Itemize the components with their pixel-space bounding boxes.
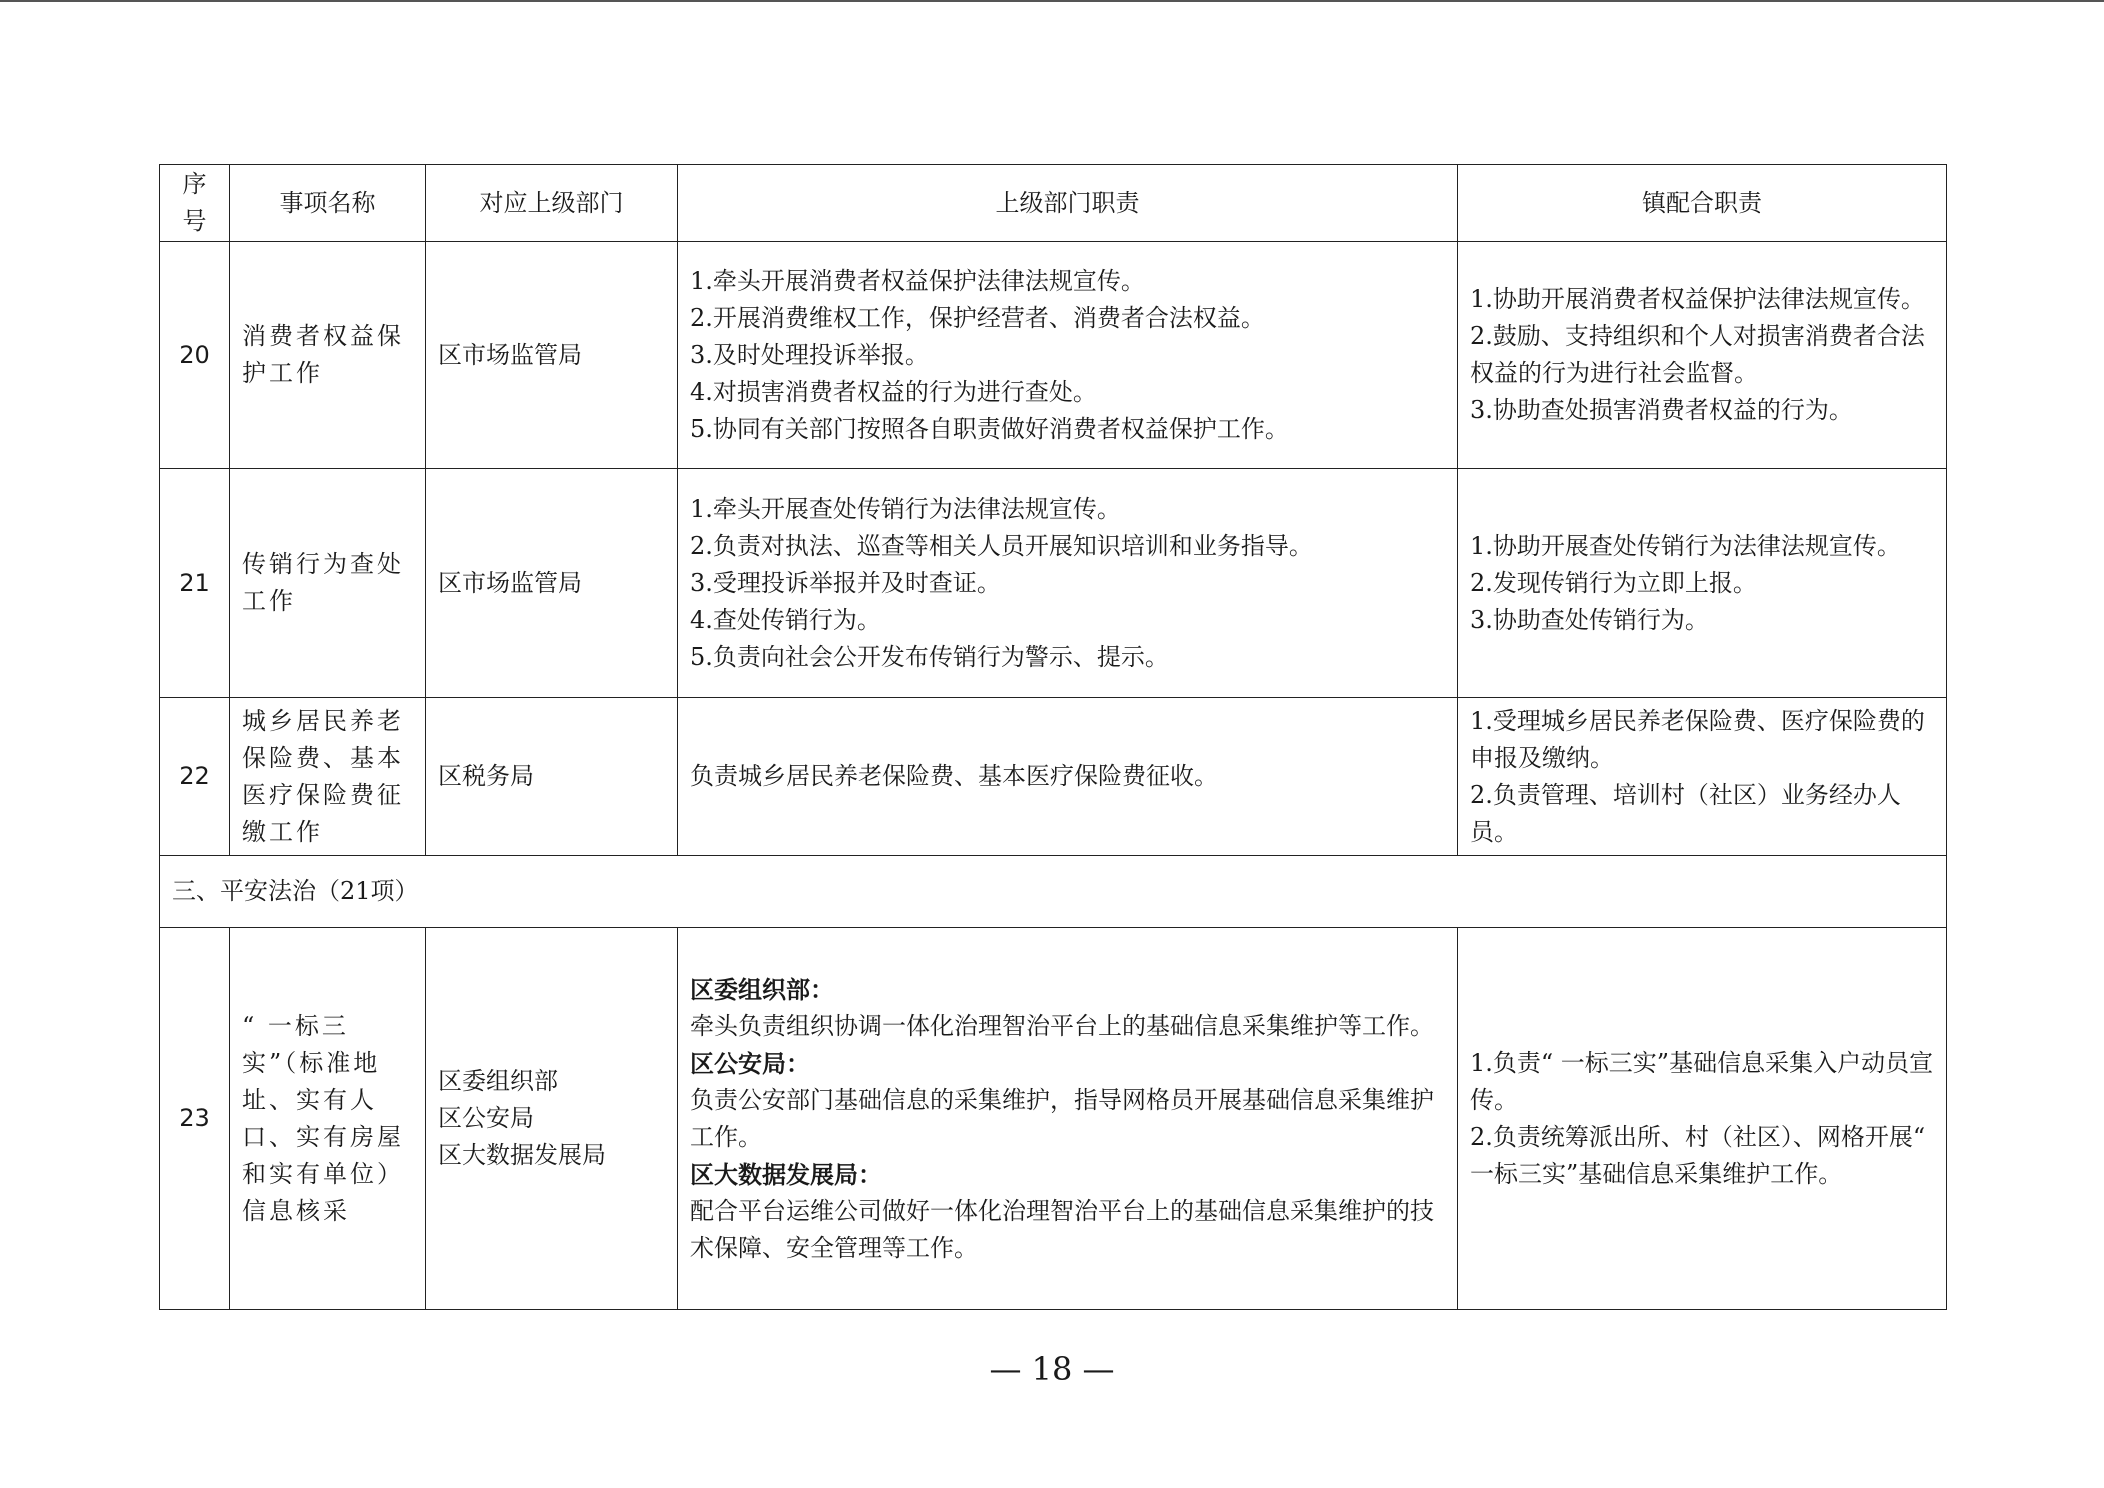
list-item: 2.开展消费维权工作，保护经营者、消费者合法权益。 <box>690 303 1265 332</box>
item-name: 城乡居民养老保险费、基本医疗保险费征缴工作 <box>230 698 426 856</box>
table-row <box>160 928 1947 1310</box>
list-item: 1.协助开展消费者权益保护法律法规宣传。 <box>1470 285 1925 313</box>
header-name: 事项名称 <box>230 165 426 242</box>
town-duties-cell <box>1458 469 1947 698</box>
list-item: 2.负责管理、培训村（社区）业务经办人员。 <box>1470 780 1901 846</box>
list-item: 4.查处传销行为。 <box>690 605 881 634</box>
table-row <box>160 242 1947 469</box>
list-item: 1.牵头开展消费者权益保护法律法规宣传。 <box>690 266 1145 295</box>
list-item: 1.协助开展查处传销行为法律法规宣传。 <box>1470 531 1901 560</box>
dept-cell <box>426 242 678 469</box>
list-item: 1.负责“ 一标三实”基础信息采集入户动员宣传。 <box>1470 1048 1934 1114</box>
dept-cell <box>426 698 678 856</box>
table-row <box>160 469 1947 698</box>
upper-duties-cell <box>678 698 1458 856</box>
upper-duties-cell <box>678 469 1458 698</box>
list-item: 区委组织部 <box>438 1067 558 1095</box>
list-item: 2.鼓励、支持组织和个人对损害消费者合法权益的行为进行社会监督。 <box>1470 322 1925 387</box>
list-item: 5.负责向社会公开发布传销行为警示、提示。 <box>690 642 1169 671</box>
row-number: 23 <box>160 928 230 1310</box>
duties-table <box>159 164 1947 1310</box>
town-duties-cell <box>1458 242 1947 469</box>
list-item: 区税务局 <box>438 762 534 790</box>
row-number: 22 <box>160 698 230 856</box>
dept-lead: 区公安局： <box>690 1048 810 1078</box>
list-item: 1.受理城乡居民养老保险费、医疗保险费的申报及缴纳。 <box>1470 706 1925 772</box>
section-heading: 三、平安法治（21项） <box>160 856 1947 928</box>
list-item: 2.发现传销行为立即上报。 <box>1470 568 1757 597</box>
list-item: 5.协同有关部门按照各自职责做好消费者权益保护工作。 <box>690 414 1289 443</box>
list-item: 区大数据发展局 <box>438 1141 606 1169</box>
list-item: 2.负责对执法、巡查等相关人员开展知识培训和业务指导。 <box>690 531 1313 560</box>
header-town-duties: 镇配合职责 <box>1458 165 1947 242</box>
table-row <box>160 698 1947 856</box>
list-item: 3.及时处理投诉举报。 <box>690 340 929 369</box>
item-name: 传销行为查处工作 <box>230 469 426 698</box>
list-item: 区公安局 <box>438 1104 534 1132</box>
dept-duty-text: 配合平台运维公司做好一体化治理智治平台上的基础信息采集维护的技术保障、安全管理等工作。 <box>690 1196 1434 1262</box>
dept-lead: 区委组织部： <box>690 974 834 1004</box>
row-number: 20 <box>160 242 230 469</box>
list-item: 区市场监管局 <box>438 340 582 369</box>
list-item: 1.牵头开展查处传销行为法律法规宣传。 <box>690 494 1121 523</box>
dept-duty-text: 牵头负责组织协调一体化治理智治平台上的基础信息采集维护等工作。 <box>690 1011 1434 1040</box>
dept-cell <box>426 928 678 1310</box>
town-duties-cell <box>1458 928 1947 1310</box>
page-top-border <box>0 0 2104 2</box>
list-item: 3.受理投诉举报并及时查证。 <box>690 568 1001 597</box>
header-dept: 对应上级部门 <box>426 165 678 242</box>
dept-cell <box>426 469 678 698</box>
list-item: 3.协助查处损害消费者权益的行为。 <box>1470 396 1853 424</box>
section-row <box>160 856 1947 928</box>
list-item: 2.负责统筹派出所、村（社区）、网格开展“ 一标三实”基础信息采集维护工作。 <box>1470 1122 1926 1188</box>
row-number: 21 <box>160 469 230 698</box>
dept-lead: 区大数据发展局： <box>690 1159 882 1189</box>
header-seq: 序 号 <box>160 165 230 242</box>
item-name: 消费者权益保护工作 <box>230 242 426 469</box>
header-upper-duties: 上级部门职责 <box>678 165 1458 242</box>
list-item: 4.对损害消费者权益的行为进行查处。 <box>690 377 1097 406</box>
item-name: “ 一标三实”（标准地址、实有人口、实有房屋和实有单位）信息核采 <box>230 928 426 1310</box>
upper-duties-cell <box>678 928 1458 1310</box>
list-item: 负责城乡居民养老保险费、基本医疗保险费征收。 <box>690 762 1218 790</box>
dept-duty-text: 负责公安部门基础信息的采集维护，指导网格员开展基础信息采集维护工作。 <box>690 1085 1434 1151</box>
town-duties-cell <box>1458 698 1947 856</box>
header-row <box>160 165 1947 242</box>
upper-duties-cell <box>678 242 1458 469</box>
list-item: 3.协助查处传销行为。 <box>1470 605 1709 634</box>
list-item: 区市场监管局 <box>438 568 582 597</box>
page-number: — 18 — <box>989 1350 1115 1388</box>
